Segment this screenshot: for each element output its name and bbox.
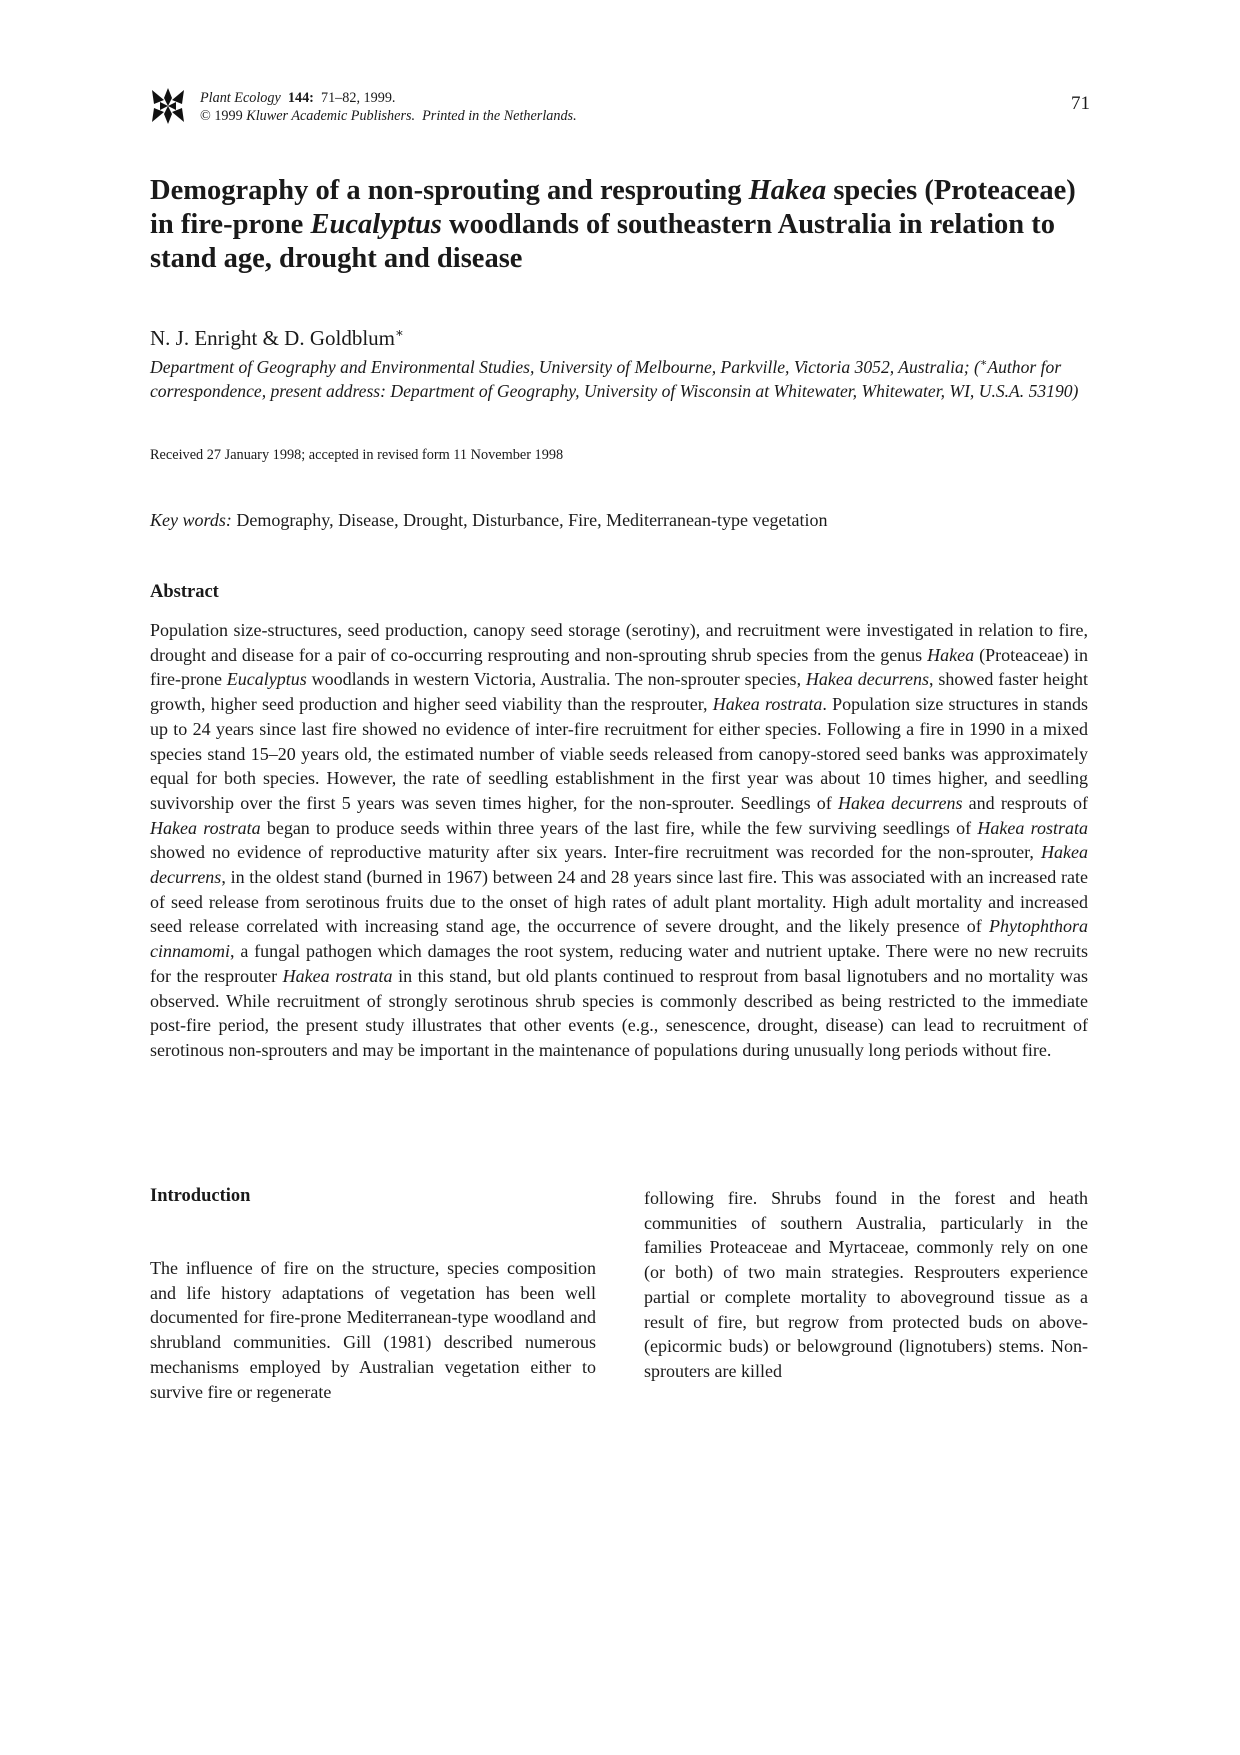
keywords [150,508,827,532]
title-genus-2: Eucalyptus [310,209,442,240]
abstract-italic: Hakea rostrata [712,694,823,715]
journal-pages-year: 71–82, 1999. [320,90,396,106]
publisher-logo-icon [150,86,186,126]
abstract-italic: Hakea rostrata [977,817,1088,838]
copyright-year: 1999 [214,108,243,124]
author-line [150,320,404,351]
abstract-text: in this stand, but old plants continued to resprout from basal lignotubers and no mortality was observed. While recruitment of strongly serotinous shrub species is commonly described as being restricted to the immediate post-fire period, the present study illustrates that other events (e.g., senescence, drought, disease) can lead to recruitment of serotinous non-sprouters and may be important in the maintenance of populations during unusually long periods without fire. [150,965,1089,1060]
affiliation-part-1: Department of Geography and Environmental Studies, University of Melbourne, Parkville, Victoria 3052, Australia; ( [150,356,980,377]
abstract-italic: Hakea [927,644,975,665]
journal-volume: 144: [287,90,314,106]
article-title [150,174,1100,276]
abstract-text: . Population size structures in stands up to 24 years since last fire showed no evidence of inter-fire recruitment for either species. Following a fire in 1990 in a mixed species stand 15–20 years old, the estimated number of viable seeds released from canopy-stored seed banks was approximately equal for both species. However, the rate of seedling establishment in the first year was about 10 times higher, and seedling suvivorship over the first 5 years was seven times higher, for the non-sprouter. Seedlings of [150,694,1089,813]
introduction-left-column: The influence of fire on the structure, species composition and life history adaptations of vegetation has been well documented for fire-prone Mediterranean-type woodland and shrubland communities. Gill (1981) described numerous mechanisms employed by Australian vegetation either to survive fire or regenerate [150,1258,596,1402]
abstract-text: and resprouts of [962,792,1088,813]
abstract-italic: Hakea decurrens [837,792,963,813]
abstract-italic: Hakea decurrens [150,842,1088,888]
abstract-text: (Proteaceae) in fire-prone [150,644,1088,690]
journal-citation [200,89,800,125]
abstract-italic: Hakea decurrens [805,669,930,690]
title-part-3: woodlands of southeastern Australia in relation to stand age, drought and disease [150,209,1055,274]
journal-line-1 [200,89,800,107]
page-number: 71 [1071,93,1090,114]
printed-note: Printed in the Netherlands. [422,108,577,124]
introduction-right-column: following fire. Shrubs found in the forest and heath communities of southern Australia, particularly in the families Proteaceae and Myrtaceae, commonly rely on one (or both) of two main strategies. Resprouters experience partial or complete mortality to aboveground tissue as a result of fire, but regrow from protected buds on above- (epicormic buds) or belowground (lignotubers) stems. Non-sprouters are killed [644,1188,1088,1381]
abstract-text: Population size-structures, seed production, canopy seed storage (serotiny), and recruitment were investigated in relation to fire, drought and disease for a pair of co-occurring resprouting and non-sprouting shrub species from the genus [150,620,1088,665]
abstract-body [150,618,1088,1063]
title-genus-1: Hakea [748,175,827,206]
journal-name: Plant Ecology [200,90,281,106]
abstract-italic: Hakea rostrata [282,965,393,986]
abstract-text: , a fungal pathogen which damages the root system, reducing water and nutrient uptake. There were no new recruits for the resprouter [150,941,1088,986]
title-part-2: species (Proteaceae) in fire-prone [150,175,1076,240]
abstract-italic: Eucalyptus [226,669,307,690]
introduction-heading: Introduction [150,1186,251,1206]
abstract-text: , showed faster height growth, higher seed production and higher seed viability than the resprouter, [150,669,1088,715]
abstract-text: began to produce seeds within three years of the last fire, while the few surviving seedlings of [260,817,978,838]
keywords-label: Key words: [150,510,232,530]
abstract-text: , in the oldest stand (burned in 1967) between 24 and 28 years since last fire. This was associated with an increased rate of seed release from serotinous fruits due to the onset of high rates of adult plant mortality. High adult mortality and increased seed release correlated with increasing stand age, the occurrence of severe drought, and the likely presence of [150,867,1088,937]
abstract-italic: Hakea rostrata [150,817,261,838]
affiliation-marker: ∗ [979,357,988,369]
author-marker: ∗ [395,325,404,340]
abstract-heading: Abstract [150,582,219,602]
author-names: N. J. Enright & D. Goldblum [150,326,395,350]
abstract-italic: Phytophthora cinnamomi [150,916,1088,962]
received-dates: Received 27 January 1998; accepted in revised form 11 November 1998 [150,447,564,463]
affiliation [150,351,1094,404]
abstract-text: showed no evidence of reproductive maturity after six years. Inter-fire recruitment was recorded for the non-sprouter, [150,842,1042,863]
copyright-symbol: © [200,108,211,124]
publisher-name: Kluwer Academic Publishers. [246,108,416,124]
keywords-text: Demography, Disease, Drought, Disturbance, Fire, Mediterranean-type vegetation [231,510,828,530]
affiliation-part-2: Author for correspondence, present address: Department of Geography, University of Wisconsin at Whitewater, Whitewater, WI, U.S.A. 53190) [150,356,1079,402]
title-part-1: Demography of a non-sprouting and resprouting [150,175,749,206]
journal-line-2 [200,107,800,125]
abstract-text: woodlands in western Victoria, Australia. The non-sprouter species, [306,669,806,690]
